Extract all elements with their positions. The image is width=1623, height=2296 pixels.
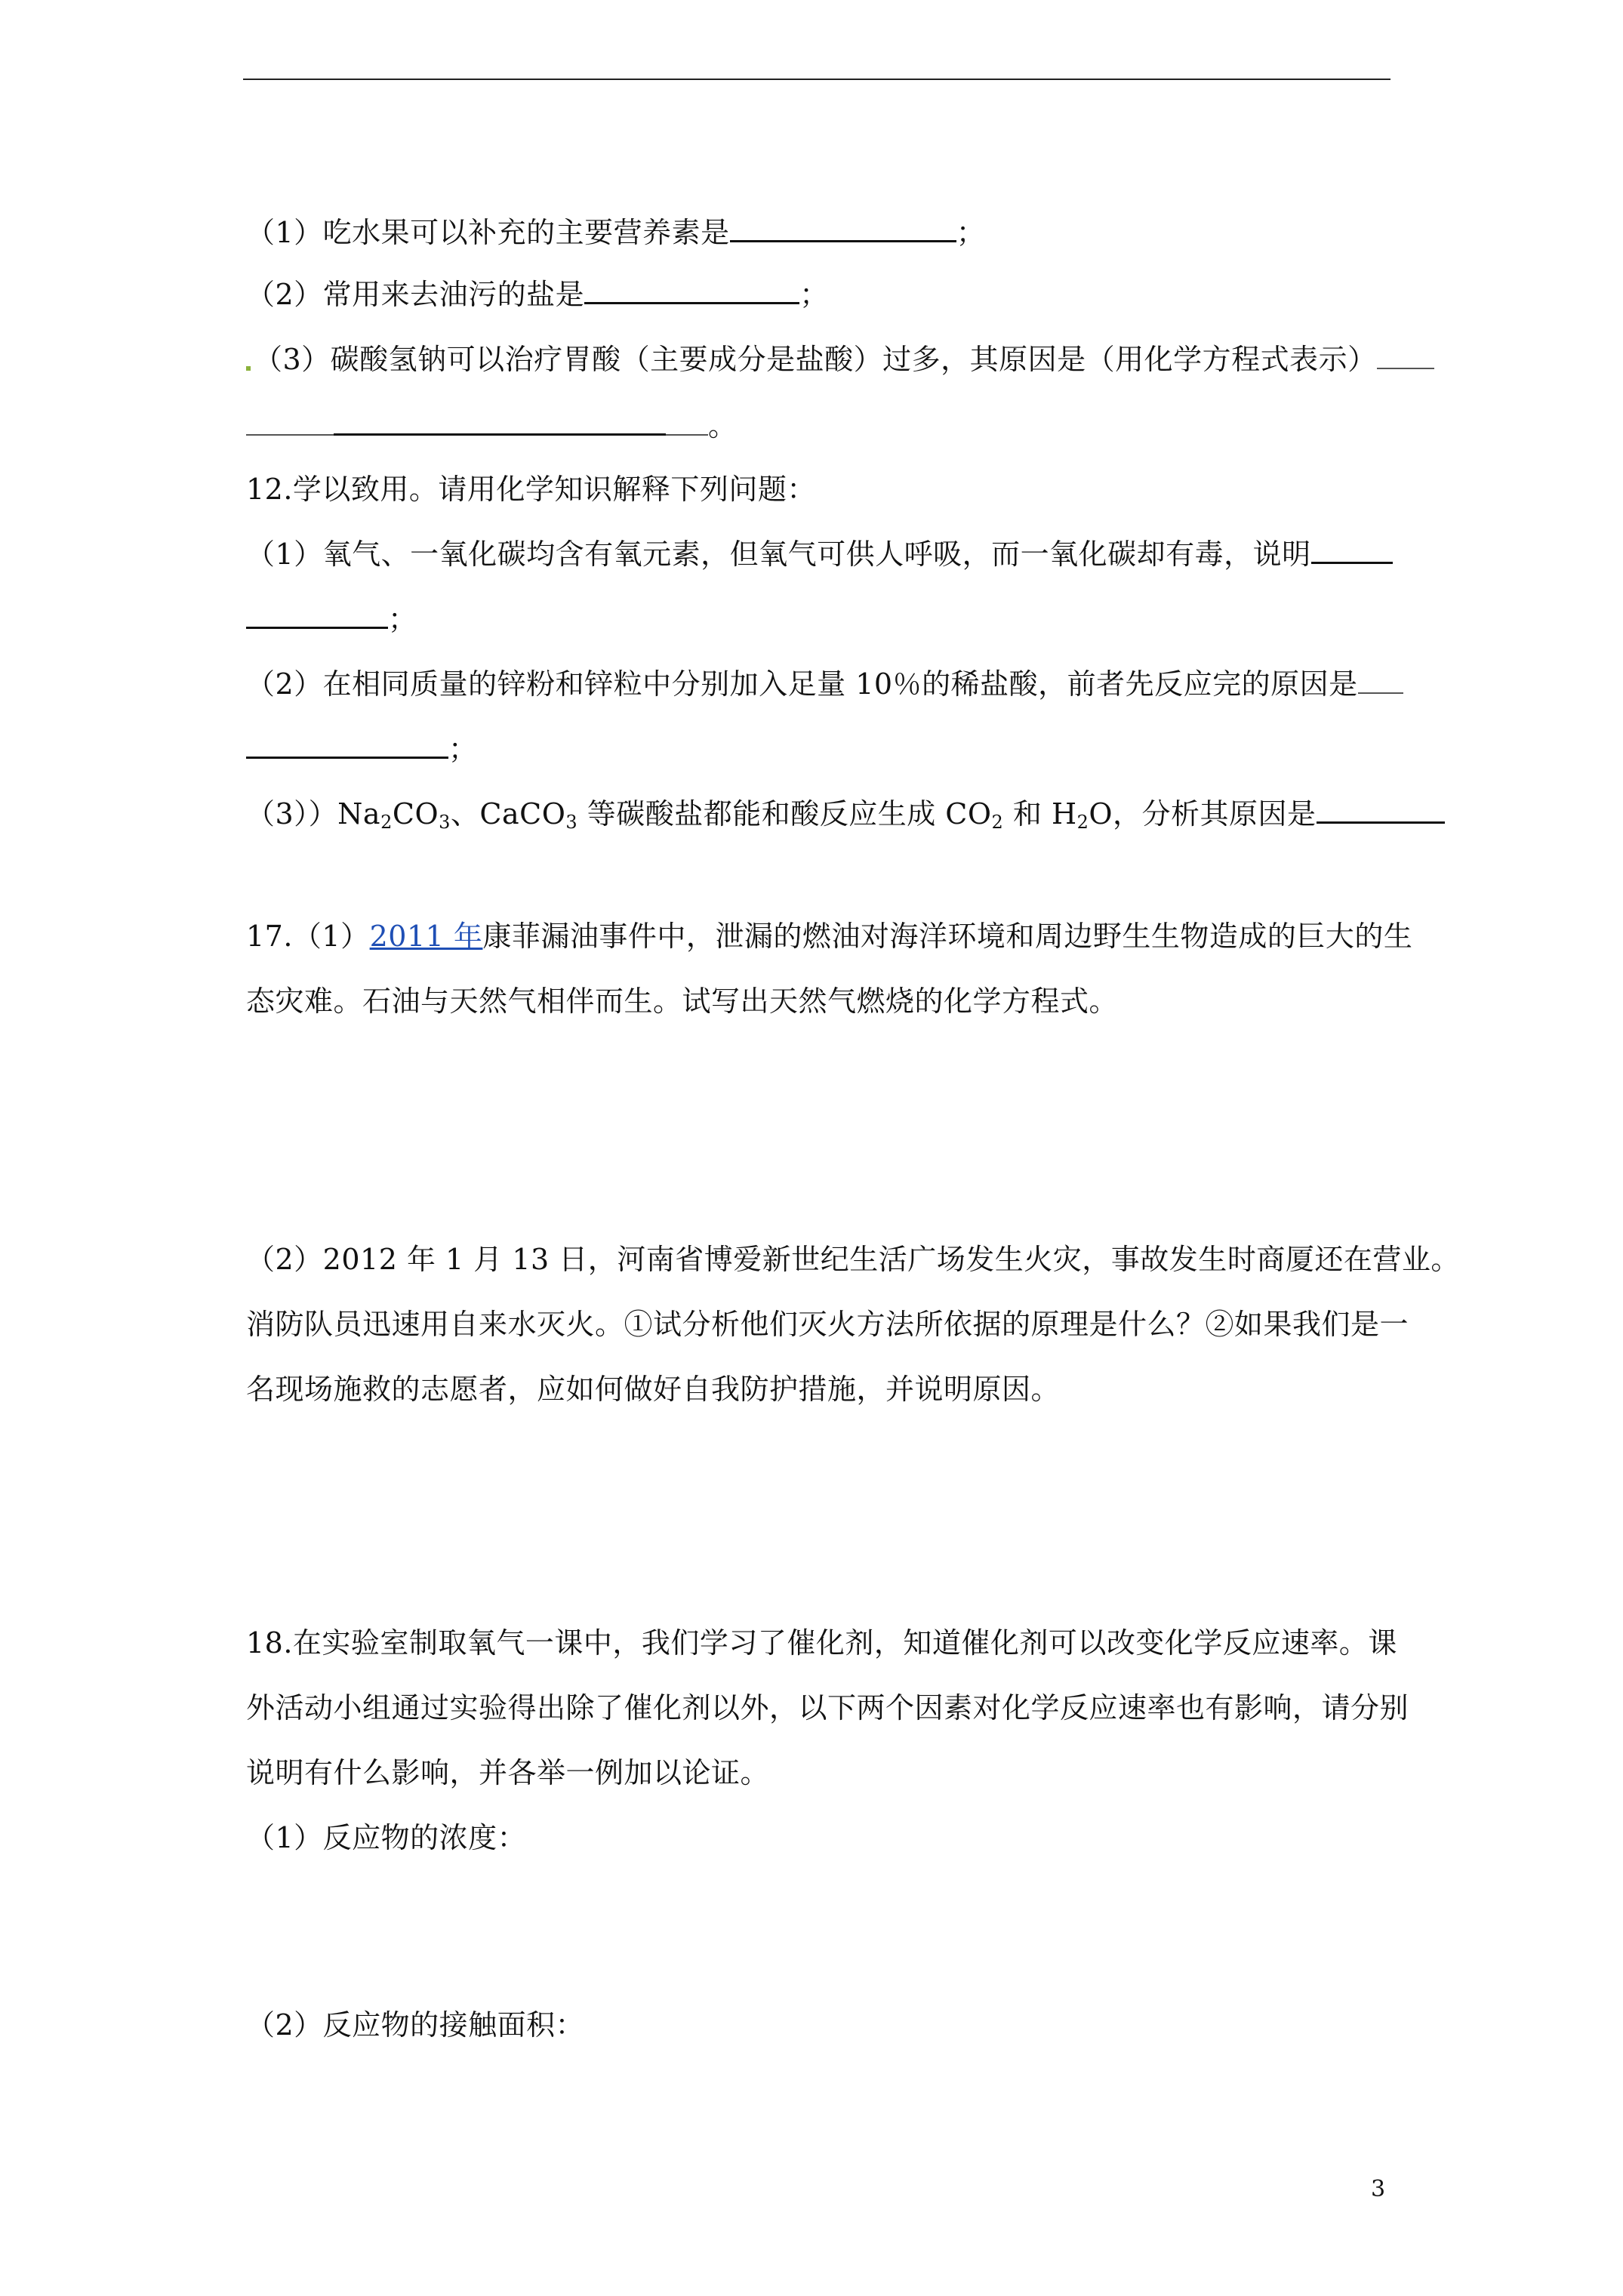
edit-mark-icon: [246, 366, 251, 371]
q12-part-1-continued: [246, 601, 417, 637]
answer-blank[interactable]: [246, 601, 388, 629]
q18-line-3: 说明有什么影响，并各举一例加以论证。: [246, 1756, 770, 1789]
q12-part-3-text-a: （3））Na: [246, 797, 381, 831]
q17-part-1-line-2: 态灾难。石油与天然气相伴而生。试写出天然气燃烧的化学方程式。: [246, 985, 1119, 1018]
q17-part-1-text: 康菲漏油事件中，泄漏的燃油对海洋环境和周边野生生物造成的巨大的生: [482, 920, 1413, 953]
q18-part-2: （2）反应物的接触面积：: [246, 2008, 585, 2042]
answer-blank[interactable]: [584, 276, 799, 304]
q18-line-1: 18.在实验室制取氧气一课中，我们学习了催化剂，知道催化剂可以改变化学反应速率。课: [246, 1626, 1397, 1660]
subscript: 2: [1076, 812, 1089, 833]
q12-part-1-text: （1）氧气、一氧化碳均含有氧元素，但氧气可供人呼吸，而一氧化碳却有毒，说明: [246, 538, 1311, 571]
answer-blank[interactable]: [1317, 796, 1445, 824]
subscript: 3: [565, 812, 578, 833]
q11-part-1-end: ；: [956, 216, 986, 249]
q12-part-2-continued: [246, 731, 478, 767]
q12-part-2: [246, 666, 1403, 702]
q12-part-1-end: ；: [388, 603, 417, 636]
subscript: 2: [380, 812, 393, 833]
q12-part-3-text-b: CO: [392, 797, 439, 831]
q12-part-2-end: ；: [448, 732, 478, 766]
year-link[interactable]: 2011 年: [369, 920, 483, 953]
q11-part-2: [246, 276, 829, 313]
q11-part-3-end: 。: [708, 409, 738, 442]
q12-part-3-text-d: 等碳酸盐都能和酸反应生成 CO: [577, 797, 992, 831]
q18-line-2: 外活动小组通过实验得出除了催化剂以外，以下两个因素对化学反应速率也有影响，请分别: [246, 1691, 1409, 1724]
q11-part-3: [246, 341, 1434, 378]
subscript: 2: [991, 812, 1004, 833]
q11-part-2-end: ；: [799, 278, 829, 311]
q12-part-1: [246, 536, 1393, 572]
q17-part-2-line-1: （2）2012 年 1 月 13 日，河南省博爱新世纪生活广场发生火灾，事故发生时商厦还在营业。: [246, 1243, 1460, 1276]
answer-blank[interactable]: [666, 408, 708, 436]
q12-part-3-text-e: 和 H: [1003, 797, 1077, 831]
q11-part-1: [246, 214, 985, 251]
page-number: 3: [1371, 2176, 1386, 2202]
q11-part-3-text: （3）碳酸氢钠可以治疗胃酸（主要成分是盐酸）过多，其原因是（用化学方程式表示）: [254, 343, 1377, 376]
q17-part-2-line-2: 消防队员迅速用自来水灭火。①试分析他们灭火方法所依据的原理是什么？②如果我们是一: [246, 1308, 1409, 1341]
answer-blank[interactable]: [1311, 536, 1393, 564]
q17-part-2-line-3: 名现场施救的志愿者，应如何做好自我防护措施，并说明原因。: [246, 1373, 1061, 1406]
header-rule: [243, 79, 1390, 80]
q12-title: 12.学以致用。请用化学知识解释下列问题：: [246, 473, 816, 506]
q12-part-3-text-f: O，分析其原因是: [1089, 797, 1317, 831]
answer-blank[interactable]: [334, 408, 666, 436]
q17-part-1: [246, 918, 1412, 954]
subscript: 3: [439, 812, 451, 833]
q18-part-1: （1）反应物的浓度：: [246, 1821, 527, 1854]
answer-blank[interactable]: [246, 731, 448, 759]
q17-part-1-prefix: 17.（1）: [246, 920, 370, 953]
q12-part-2-text: （2）在相同质量的锌粉和锌粒中分别加入足量 10％的稀盐酸，前者先反应完的原因是: [246, 667, 1358, 701]
q11-part-2-text: （2）常用来去油污的盐是: [246, 278, 585, 311]
q12-part-3-text-c: 、CaCO: [450, 797, 566, 831]
answer-blank[interactable]: [246, 408, 334, 436]
q11-part-3-continued: [246, 408, 738, 444]
answer-blank[interactable]: [1358, 667, 1403, 694]
answer-blank[interactable]: [730, 214, 956, 242]
q11-part-1-text: （1）吃水果可以补充的主要营养素是: [246, 216, 730, 249]
q12-part-3: [246, 796, 1445, 832]
answer-blank[interactable]: [1377, 342, 1434, 369]
